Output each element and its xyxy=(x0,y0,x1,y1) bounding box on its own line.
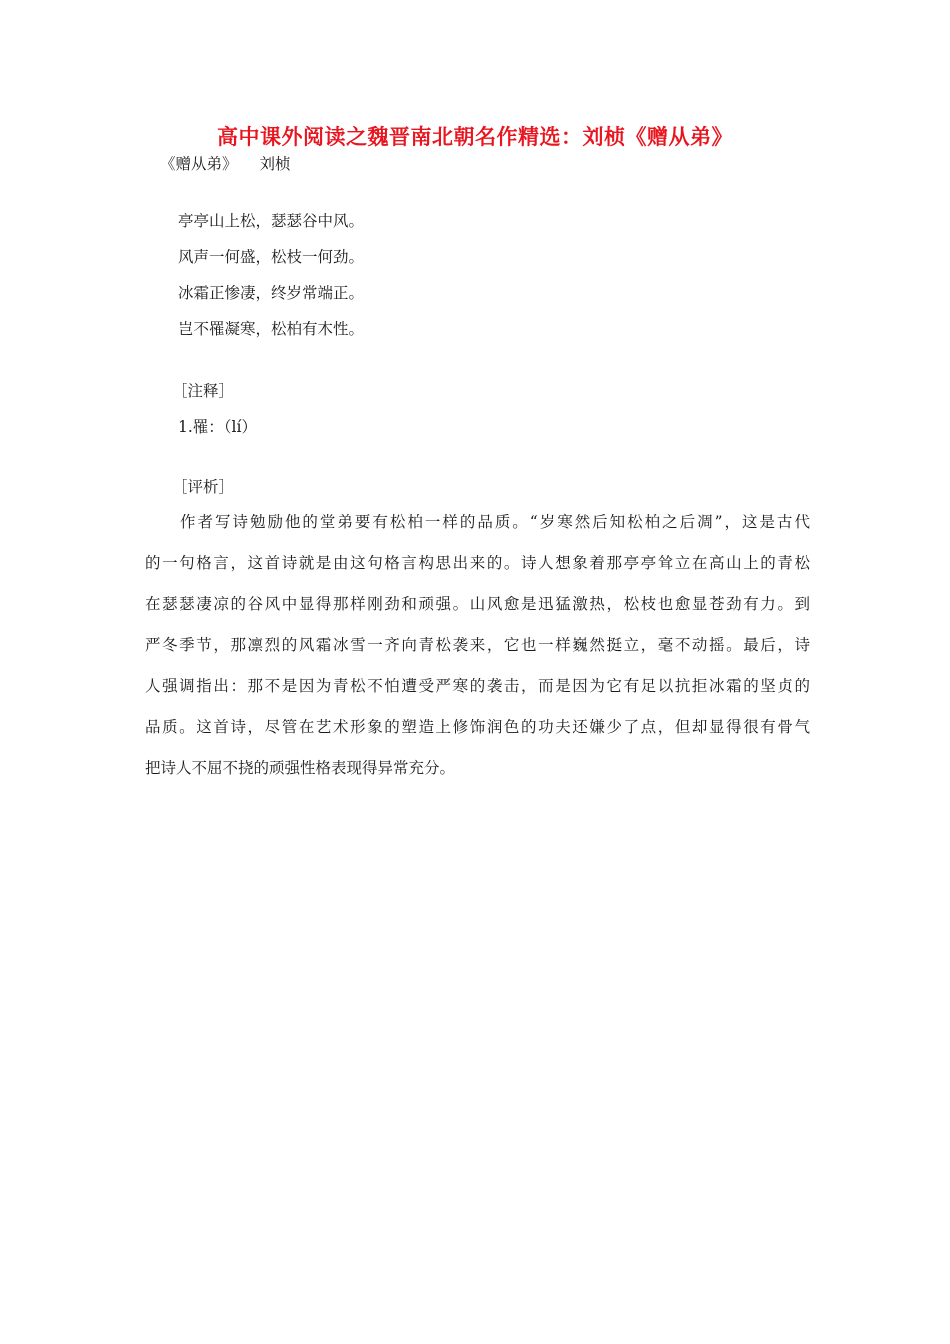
poem-line: 风声一何盛，松枝一何劲。 xyxy=(178,248,365,266)
analysis-paragraph xyxy=(145,510,810,797)
poem-body xyxy=(178,209,364,353)
analysis-line: 严冬季节，那凛烈的风霜冰雪一齐向青松袭来，它也一样巍然挺立，毫不动摇。最后，诗 xyxy=(145,636,810,654)
poem-line: 冰霜正惨凄，终岁常端正。 xyxy=(178,284,365,302)
analysis-line: 的一句格言，这首诗就是由这句格言构思出来的。诗人想象着那亭亭耸立在高山上的青松 xyxy=(145,554,810,572)
page-title: 高中课外阅读之魏晋南北朝名作精选：刘桢《赠从弟》 xyxy=(217,125,733,149)
poem-line: 亭亭山上松，瑟瑟谷中风。 xyxy=(178,212,365,230)
analysis-line: 在瑟瑟凄凉的谷风中显得那样刚劲和顽强。山风愈是迅猛激热，松枝也愈显苍劲有力。到 xyxy=(145,595,810,613)
note-item: 1.罹：（lí） xyxy=(178,418,257,436)
analysis-line: 人强调指出：那不是因为青松不怕遭受严寒的袭击，而是因为它有足以抗拒冰霜的坚贞的 xyxy=(145,677,810,695)
analysis-line: 品质。这首诗，尽管在艺术形象的塑造上修饰润色的功夫还嫌少了点，但却显得很有骨气 xyxy=(145,718,810,736)
notes-heading: ［注释］ xyxy=(172,382,235,400)
poem-title: 《赠从弟》 xyxy=(160,155,238,173)
analysis-line: 作者写诗勉励他的堂弟要有松柏一样的品质。“岁寒然后知松柏之后凋”，这是古代 xyxy=(180,513,810,531)
analysis-heading: ［评析］ xyxy=(172,478,235,496)
poem-line: 岂不罹凝寒，松柏有木性。 xyxy=(178,320,365,338)
analysis-line: 把诗人不屈不挠的顽强性格表现得异常充分。 xyxy=(145,759,456,777)
poem-author: 刘桢 xyxy=(259,155,291,173)
poem-header xyxy=(160,152,291,176)
